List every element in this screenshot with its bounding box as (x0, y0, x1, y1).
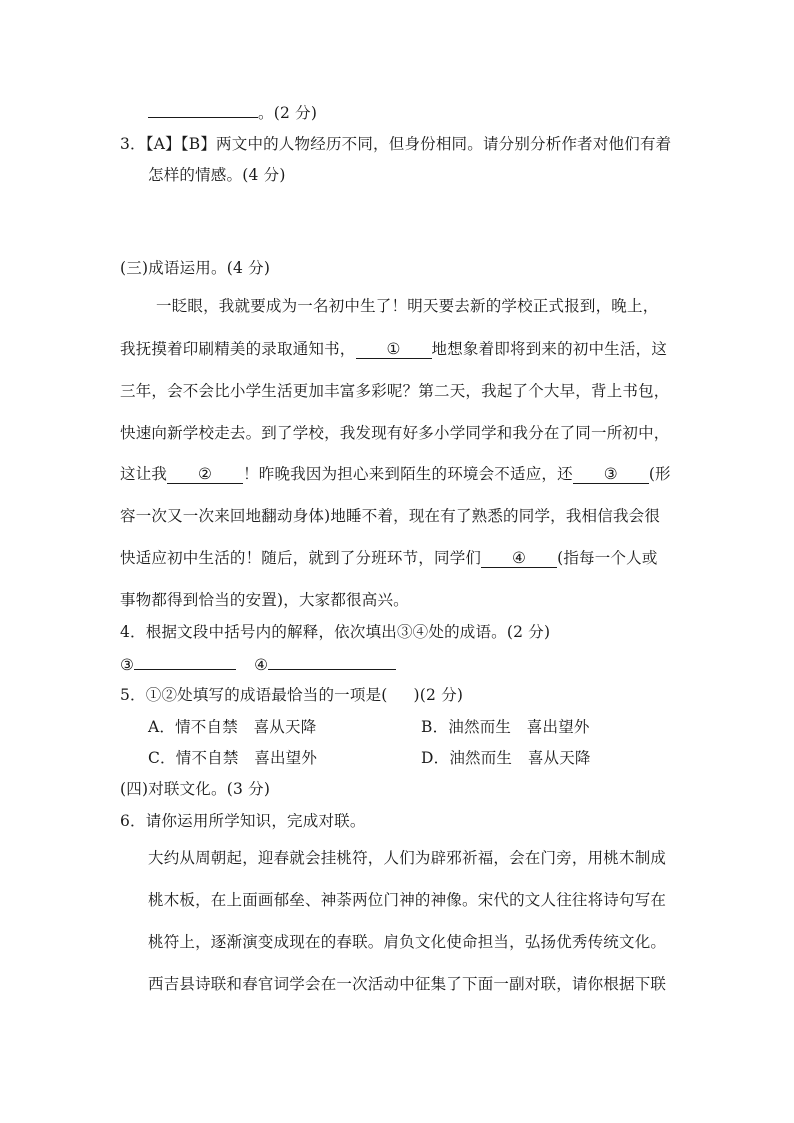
q4-text: 4．根据文段中括号内的解释，依次填出③④处的成语。(2 分) (120, 623, 551, 641)
answer-blank-3[interactable] (134, 654, 236, 670)
passage-line-3: 三年，会不会比小学生活更加丰富多彩呢？第二天，我起了个大早，背上书包， (120, 382, 670, 400)
option-c[interactable]: C．情不自禁 喜出望外 (148, 749, 318, 767)
idiom-blank-2[interactable]: ② (167, 465, 243, 484)
passage-line-7: 快适应初中生活的！随后，就到了分班环节，同学们 ④ (指每一个人或 (120, 549, 658, 567)
passage-line-5: 这让我 ② ！昨晚我因为担心来到陌生的环境会不适应，还 ③ (形 (120, 465, 671, 483)
q6-paragraph-line-4: 西吉县诗联和春官词学会在一次活动中征集了下面一副对联，请你根据下联 (148, 975, 667, 993)
option-d[interactable]: D．油然而生 喜从天降 (421, 749, 591, 767)
passage-line-4: 快速向新学校走去。到了学校，我发现有好多小学同学和我分在了同一所初中， (120, 424, 670, 442)
q6-paragraph-line-1: 大约从周朝起，迎春就会挂桃符，人们为辟邪祈福，会在门旁，用桃木制成 (148, 849, 667, 867)
idiom-blank-1[interactable]: ① (356, 340, 432, 359)
q6-text: 6．请你运用所学知识，完成对联。 (120, 812, 366, 830)
option-a[interactable]: A．情不自禁 喜从天降 (148, 718, 317, 736)
q3-text-line1: 3．【A】【B】两文中的人物经历不同，但身份相同。请分别分析作者对他们有着 (120, 135, 672, 153)
q3-text-line2: 怎样的情感。(4 分) (148, 166, 286, 184)
q5-text: 5．①②处填写的成语最恰当的一项是( )(2 分) (120, 686, 464, 704)
q4-answer-line (120, 654, 396, 675)
q6-paragraph-line-3: 桃符上，逐渐演变成现在的春联。肩负文化使命担当，弘扬优秀传统文化。 (148, 933, 667, 951)
q6-paragraph-line-2: 桃木板，在上面画郁垒、神荼两位门神的神像。宋代的文人往往将诗句写在 (148, 891, 667, 909)
label-3: ③ (120, 656, 135, 674)
passage-line-6: 容一次又一次来回地翻动身体)地睡不着，现在有了熟悉的同学，我相信我会很 (120, 507, 661, 525)
label-4: ④ (254, 656, 269, 674)
option-b[interactable]: B．油然而生 喜出望外 (421, 718, 590, 736)
idiom-blank-3[interactable]: ③ (573, 465, 649, 484)
q2-score: 。(2 分) (258, 104, 318, 122)
answer-blank[interactable] (148, 102, 258, 118)
passage-line-2: 我抚摸着印刷精美的录取通知书， ① 地想象着即将到来的初中生活，这 (120, 340, 668, 358)
answer-blank-4[interactable] (268, 654, 396, 670)
passage-line-1: 一眨眼，我就要成为一名初中生了！明天要去新的学校正式报到，晚上， (156, 297, 659, 315)
passage-line-8: 事物都得到恰当的安置)，大家都很高兴。 (120, 591, 409, 609)
q2-answer-line (148, 102, 317, 123)
section-three-title: (三)成语运用。(4 分) (120, 259, 271, 277)
section-four-title: (四)对联文化。(3 分) (120, 780, 271, 798)
idiom-blank-4[interactable]: ④ (481, 549, 557, 568)
